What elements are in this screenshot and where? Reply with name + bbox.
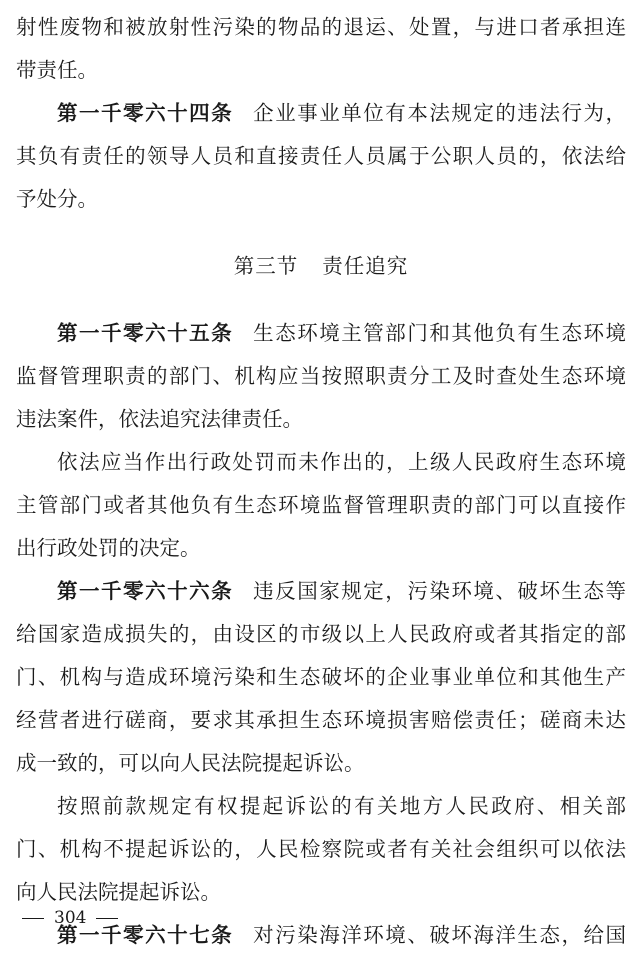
text-line: 经营者进行磋商，要求其承担生态环境损害赔偿责任；磋商未达 xyxy=(16,708,626,732)
section-heading xyxy=(16,245,626,288)
article-number: 第一千零六十六条 xyxy=(57,579,234,603)
article-text: 企业事业单位有本法规定的违法行为， xyxy=(253,101,627,125)
text-line: 带责任。 xyxy=(16,58,98,82)
page-footer xyxy=(22,906,118,930)
text-line: 射性废物和被放射性污染的物品的退运、处置，与进口者承担连 xyxy=(16,15,626,39)
text-line: 监督管理职责的部门、机构应当按照职责分工及时查处生态环境 xyxy=(16,364,626,388)
text-line: 按照前款规定有权提起诉讼的有关地方人民政府、相关部 xyxy=(57,794,626,818)
article-text: 生态环境主管部门和其他负有生态环境 xyxy=(253,321,627,345)
text-line: 违法案件，依法追究法律责任。 xyxy=(16,407,303,431)
footer-dash-left xyxy=(22,918,44,919)
article-text: 违反国家规定，污染环境、破坏生态等 xyxy=(253,579,627,603)
text-line: 依法应当作出行政处罚而未作出的，上级人民政府生态环境 xyxy=(57,450,626,474)
text-line: 主管部门或者其他负有生态环境监督管理职责的部门可以直接作 xyxy=(16,493,626,517)
article-number: 第一千零六十五条 xyxy=(57,321,234,345)
text-line: 出行政处罚的决定。 xyxy=(16,536,201,560)
article-number: 第一千零六十七条 xyxy=(57,923,234,947)
article-number: 第一千零六十四条 xyxy=(57,101,234,125)
footer-dash-right xyxy=(96,918,118,919)
text-line: 门、机构不提起诉讼的，人民检察院或者有关社会组织可以依法 xyxy=(16,837,626,861)
section-label: 第三节 xyxy=(233,254,299,278)
section-title: 责任追究 xyxy=(322,254,409,278)
document-page xyxy=(16,6,626,957)
article-text: 对污染海洋环境、破坏海洋生态，给国 xyxy=(253,923,627,947)
text-line: 成一致的，可以向人民法院提起诉讼。 xyxy=(16,751,365,775)
text-line: 予处分。 xyxy=(16,187,98,211)
article-1064-first-line xyxy=(16,92,626,135)
text-line: 给国家造成损失的，由设区的市级以上人民政府或者其指定的部 xyxy=(16,622,626,646)
text-line: 门、机构与造成环境污染和生态破坏的企业事业单位和其他生产 xyxy=(16,665,626,689)
text-line: 其负有责任的领导人员和直接责任人员属于公职人员的，依法给 xyxy=(16,144,626,168)
text-line: 向人民法院提起诉讼。 xyxy=(16,880,221,904)
article-1065-first-line xyxy=(16,312,626,355)
page-number: 304 xyxy=(54,908,87,928)
article-1066-first-line xyxy=(16,570,626,613)
